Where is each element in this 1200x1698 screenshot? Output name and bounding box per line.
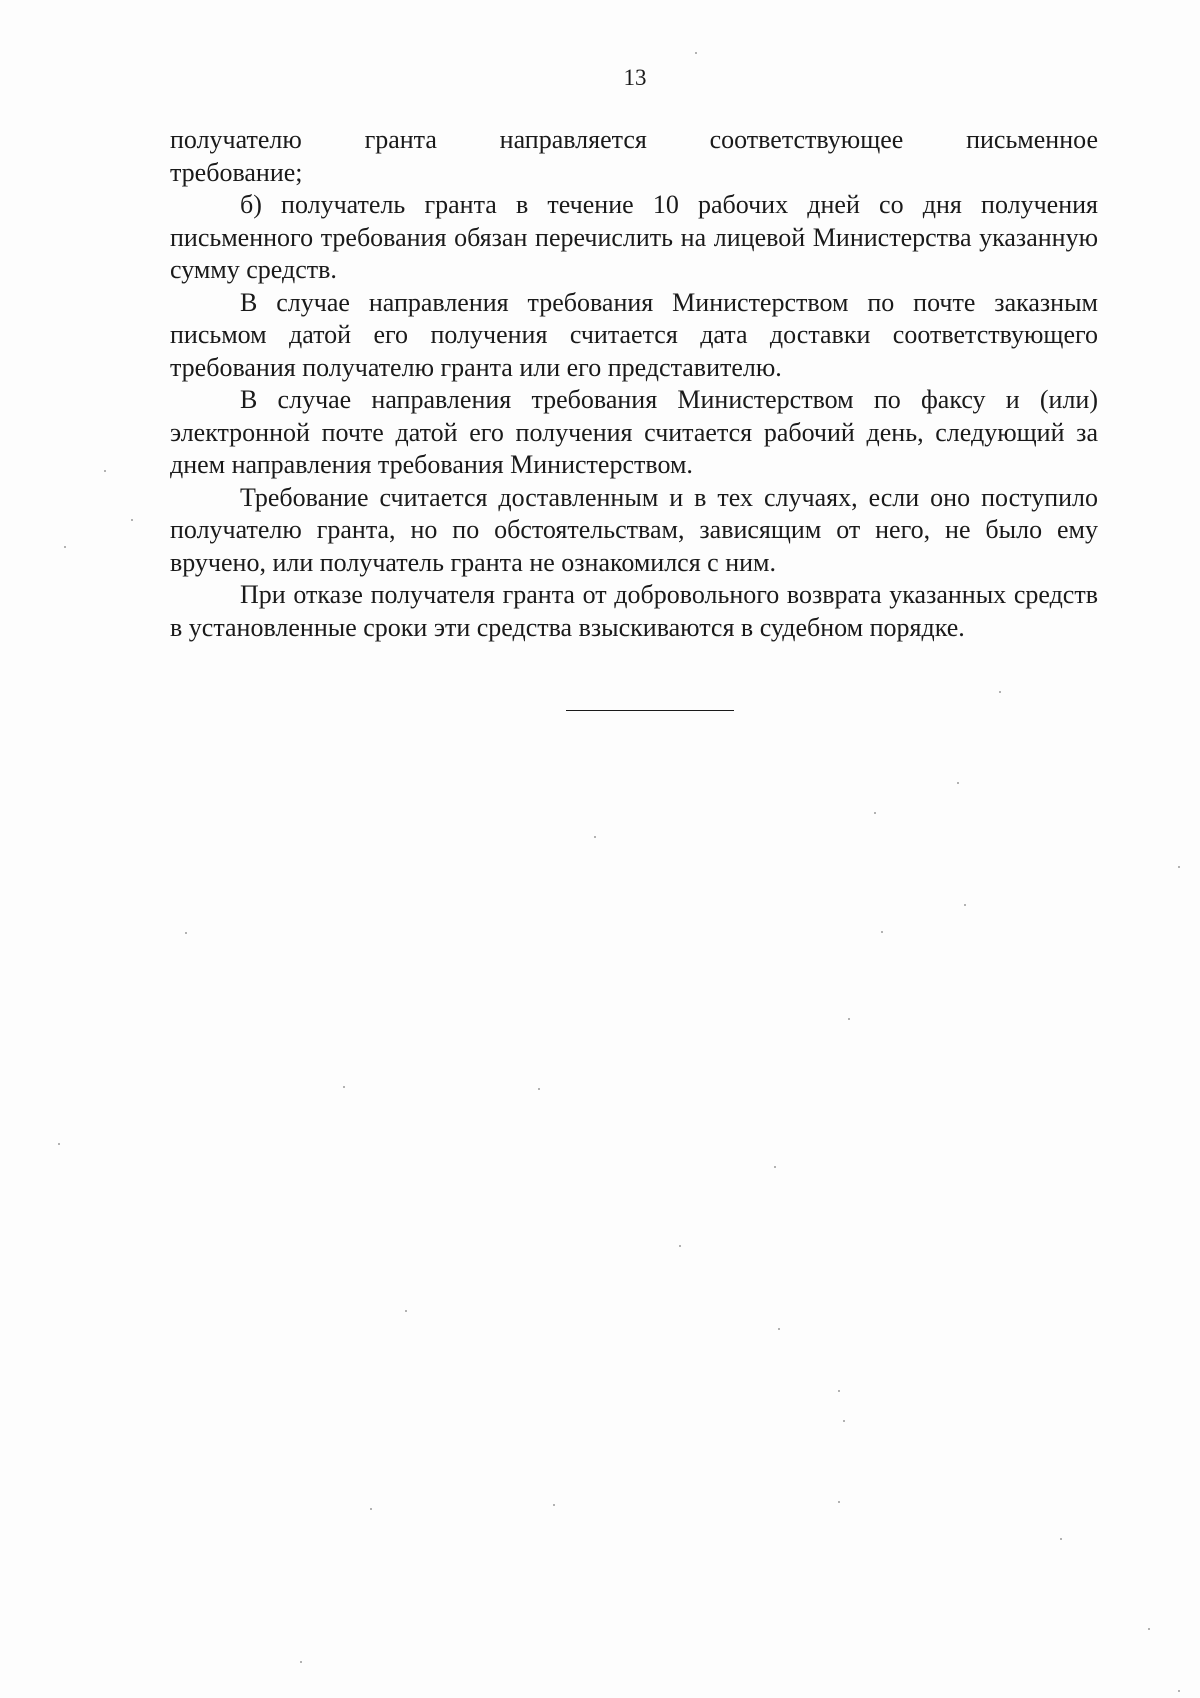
scan-speck: [881, 931, 883, 933]
paragraph: В случае направления требования Министерством по факсу и (или) электронной почте датой его получения считается рабочий день, следующий за днем направления требования Министерством.: [170, 385, 1098, 479]
scan-speck: [300, 1661, 302, 1663]
scan-speck: [594, 836, 596, 838]
scan-speck: [343, 1086, 345, 1088]
justified-line: [170, 124, 1098, 157]
scan-speck: [874, 812, 876, 814]
word: направляется: [499, 125, 647, 154]
word: гранта: [364, 125, 437, 154]
scan-speck: [843, 1420, 845, 1422]
paragraph: Требование считается доставленным и в тех случаях, если оно поступило получателю гранта, но по обстоятельствам, зависящим от него, не было ему вручено, или получатель гранта не ознакомился с ним.: [170, 482, 1098, 577]
paragraph-continuation: [170, 124, 1098, 189]
scan-speck: [538, 1088, 540, 1090]
scan-speck: [1148, 1628, 1150, 1630]
scan-speck: [679, 1245, 681, 1247]
scan-speck: [774, 1166, 776, 1168]
scan-speck: [1178, 866, 1180, 868]
scan-speck: [104, 470, 106, 472]
scan-speck: [64, 546, 66, 548]
scan-speck: [370, 1508, 372, 1510]
scan-speck: [957, 782, 959, 784]
word: письменное: [966, 125, 1098, 154]
end-rule: [566, 710, 734, 711]
scan-speck: [58, 1143, 60, 1145]
scan-speck: [1178, 1690, 1180, 1692]
scan-speck: [838, 1501, 840, 1503]
paragraph: б) получатель гранта в течение 10 рабочих дней со дня получения письменного требования обязан перечислить на лицевой Министерства указанную сумму средств.: [170, 190, 1098, 284]
scan-speck: [405, 1310, 407, 1312]
paragraph: В случае направления требования Министерством по почте заказным письмом датой его получения считается дата доставки соответствующего требования получателю гранта или его представителю.: [170, 287, 1098, 382]
scan-speck: [999, 691, 1001, 693]
scan-speck: [848, 1018, 850, 1020]
scan-speck: [778, 1328, 780, 1330]
scan-speck: [553, 1504, 555, 1506]
scan-speck: [1060, 1538, 1062, 1540]
word: соответствующее: [709, 125, 904, 154]
page-number: 13: [623, 65, 647, 90]
word: получателю: [170, 125, 302, 154]
document-body: [170, 124, 1098, 644]
scan-speck: [964, 904, 966, 906]
scan-speck: [838, 1390, 840, 1392]
scan-speck: [185, 932, 187, 934]
scan-speck: [131, 519, 133, 521]
paragraph-line: требование;: [170, 157, 303, 187]
paragraph: При отказе получателя гранта от добровольного возврата указанных средств в установленные сроки эти средства взыскиваются в судебном порядке.: [170, 580, 1098, 642]
scan-speck: [695, 52, 697, 54]
